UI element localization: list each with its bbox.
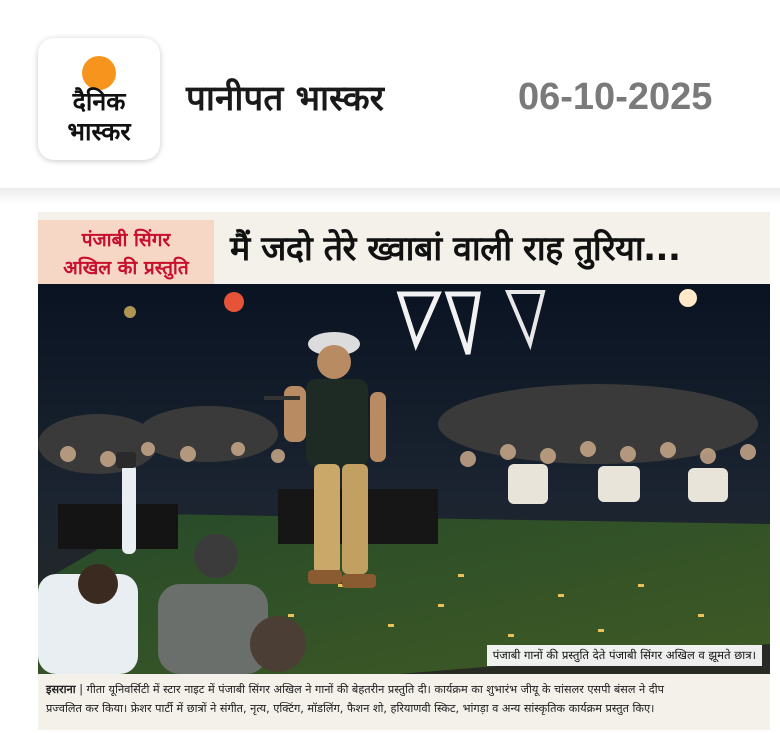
article-body-line1: इसराना | गीता यूनिवर्सिटी में स्टार नाइट में पंजाबी सिंगर अखिल ने गानों की बेहतरीन प्रस्तुति दी। कार्यक्रम का शुभारंभ जीयू के चांसलर एसपी बंसल ने दीप: [46, 683, 664, 696]
news-clipping: [38, 212, 770, 730]
body-line1-text: गीता यूनिवर्सिटी में स्टार नाइट में पंजाबी सिंगर अखिल ने गानों की बेहतरीन प्रस्तुति दी। कार्यक्रम का शुभारंभ जीयू के चांसलर एसपी बंसल ने दीप: [86, 683, 664, 696]
article-body: [46, 680, 766, 718]
concert-photo: [38, 284, 770, 674]
logo-text-line2: भास्कर: [67, 117, 131, 146]
logo-sun-icon: [82, 56, 116, 90]
concert-scene-image: [38, 284, 770, 674]
dateline: इसराना: [46, 683, 76, 696]
header-divider: [0, 188, 780, 204]
article-tag-line2: अखिल की प्रस्तुति: [63, 257, 189, 279]
dainik-bhaskar-logo: [38, 38, 160, 160]
article-tag: [38, 220, 214, 284]
logo-text-line1: दैनिक: [72, 87, 126, 116]
article-tag-line1: पंजाबी सिंगर: [81, 229, 171, 251]
edition-title: पानीपत भास्कर: [186, 79, 384, 119]
edition-date: 06-10-2025: [518, 76, 713, 118]
article-body-line2: प्रज्वलित कर किया। फ्रेशर पार्टी में छात्रों ने संगीत, नृत्य, एक्टिंग, मॉडलिंग, फैशन शो, हरियाणवी स्किट, भांगड़ा व अन्य सांस्कृतिक कार्यक्रम प्रस्तुत किए।: [46, 702, 655, 715]
photo-caption: पंजाबी गानों की प्रस्तुति देते पंजाबी सिंगर अखिल व झूमते छात्र।: [487, 645, 762, 666]
article-headline: मैं जदो तेरे ख्वाबां वाली राह तुरिया...: [230, 229, 681, 269]
